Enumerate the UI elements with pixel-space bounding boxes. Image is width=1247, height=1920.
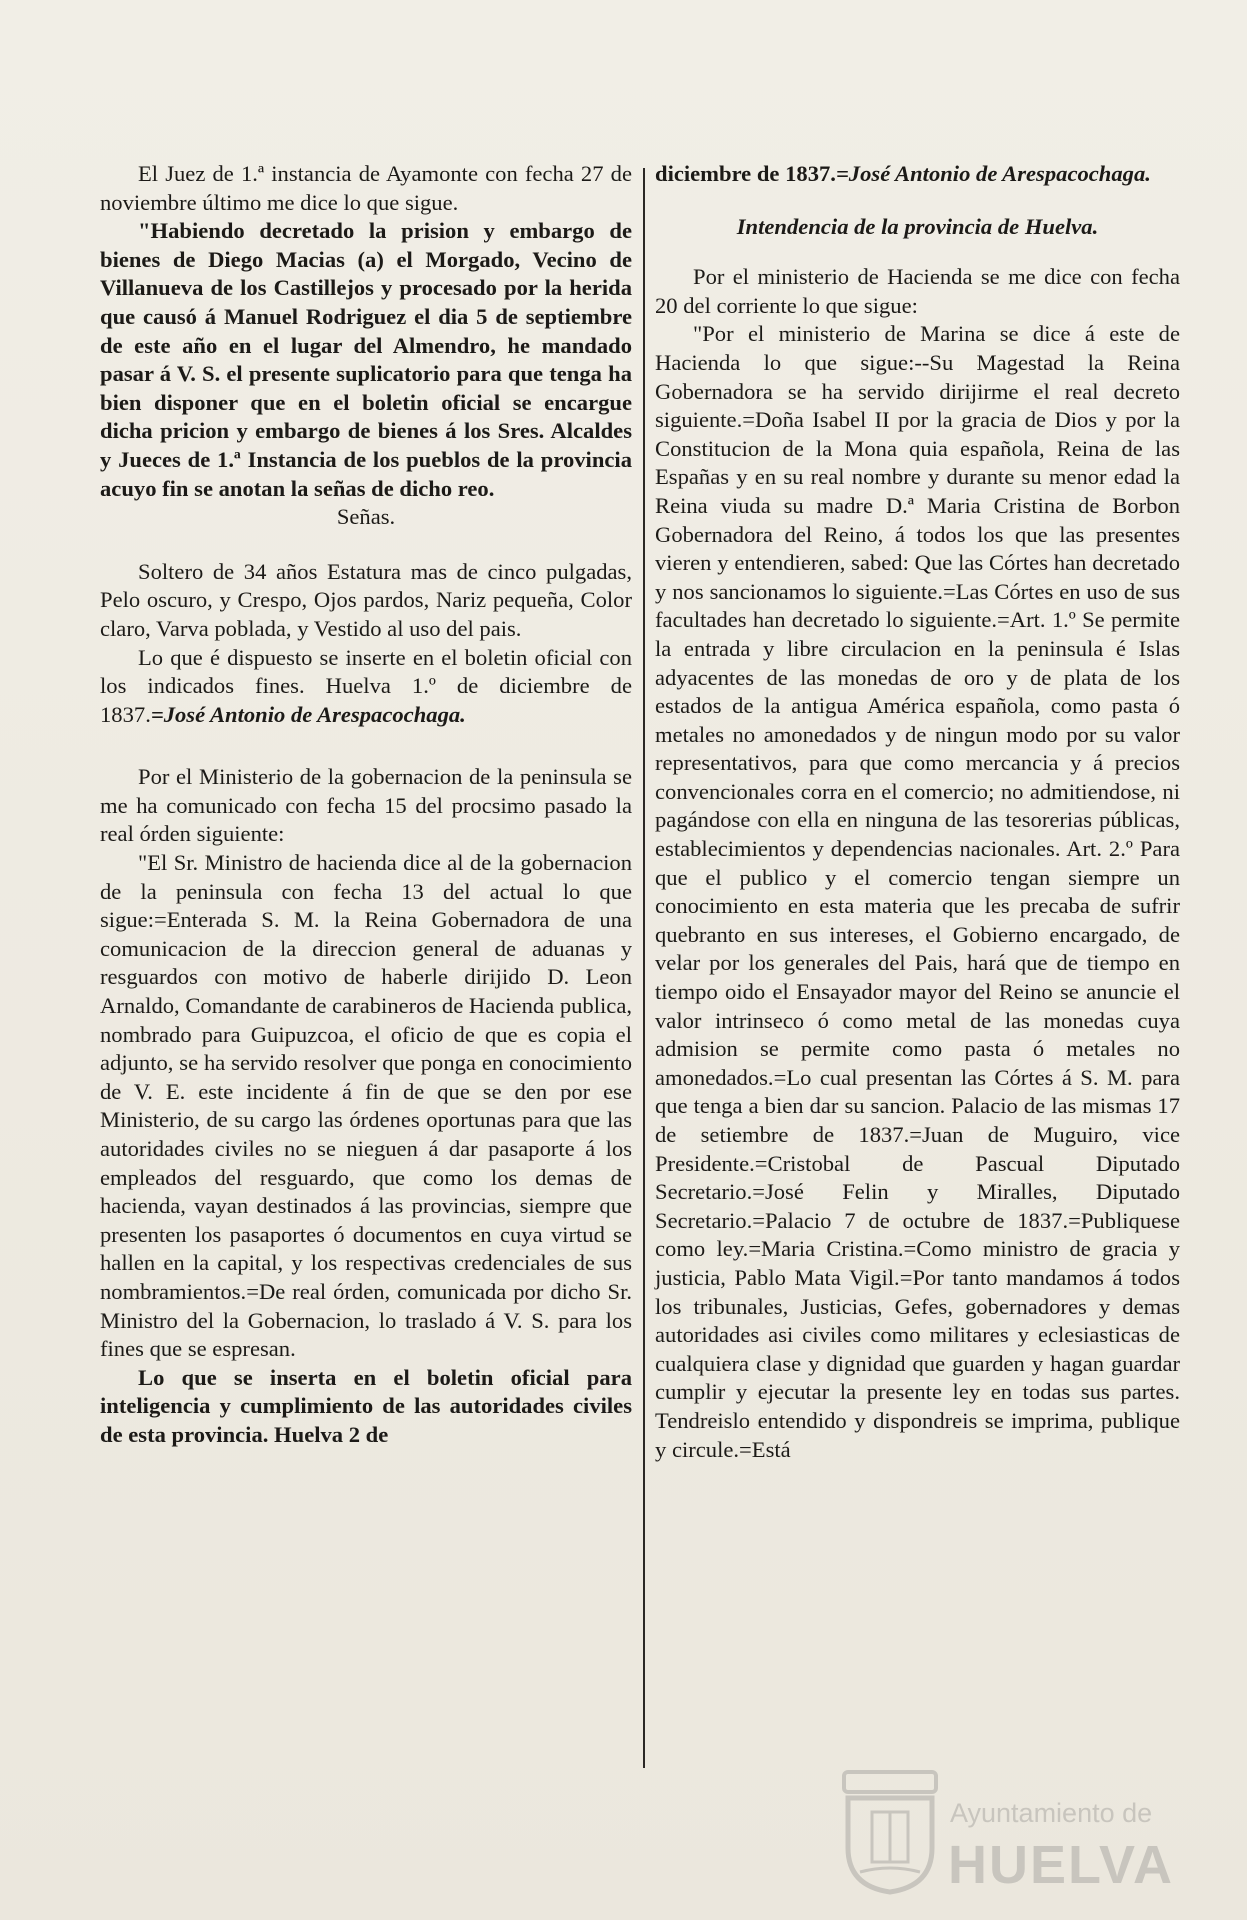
- paragraph-suplicatorio: "Habiendo decretado la prision y embargo de bienes de Diego Macias (a) el Morgado, Vecino de Villanueva de los Castillejos y procesado por la herida que causó á Manuel Rodriguez el dia 5 de septiembre de este año en el lugar del Almendro, he mandado pasar á V. S. el presente suplicatorio para que tenga ha bien disponer que en el boletin oficial se encargue dicha pricion y embargo de bienes á los Sres. Alcaldes y Jueces de 1.ª Instancia de los pueblos de la provincia acuyo fin se anotan la señas de dicho reo.: [100, 218, 632, 501]
- watermark-line1: Ayuntamiento de: [950, 1798, 1153, 1828]
- paragraph-inserta: Lo que se inserta en el boletin oficial para inteligencia y cumplimiento de las autoridades civiles de esta provincia. Huelva 2 de: [100, 1364, 632, 1447]
- paragraph-gobernacion: Por el Ministerio de la gobernacion de la peninsula se me ha comunicado con fecha 15 del procsimo pasado la real órden siguiente:: [100, 764, 632, 847]
- section-heading-intendencia: Intendencia de la provincia de Huelva.: [736, 213, 1099, 239]
- watermark-logo: [840, 1768, 1174, 1898]
- paragraph-dispuesto-text: Lo que é dispuesto se inserte en el boletin oficial con los indicados fines. Huelva 1.º de diciembre de 1837.: [100, 644, 632, 727]
- senas-heading: Señas.: [336, 504, 396, 530]
- paragraph-senas: Soltero de 34 años Estatura mas de cinco pulgadas, Pelo oscuro, y Crespo, Ojos pardos, Nariz pequeña, Color claro, Varva poblada, y Vestido al uso del pais.: [100, 558, 632, 641]
- watermark-line2: HUELVA: [948, 1835, 1174, 1895]
- left-column: [100, 160, 632, 1450]
- paragraph-real-decreto: "Por el ministerio de Marina se dice á este de Hacienda lo que sigue:--Su Magestad la Reina Gobernadora se ha servido dirijirme el real decreto siguiente.=Doña Isabel II por la gracia de Dios y por la Constitucion de la Mona quia española, Reina de las Españas y en su real nombre y durante su menor edad la Reina viuda su madre D.ª Maria Cristina de Borbon Gobernadora del Reino, á todos los que las presentes vieren y entendieren, sabed: Que las Córtes han decretado y nos sancionamos lo siguiente.=Las Córtes en uso de sus facultades han decretado lo siguiente.=Art. 1.º Se permite la entrada y libre circulacion en la peninsula é Islas adyacentes de las monedas de oro y de plata de los estados de la antigua América española, como pasta ó metales no amonedados y de ningun modo por su valor representativos, para que como mercancia y á precios convencionales corra en el comercio; no admitiendose, ni pagándose con ella en ninguna de las tesorerias públicas, establecimientos y dependencias nacionales. Art. 2.º Para que el publico y el comercio tengan siempre un conocimiento en esta materia que les precaba de sufrir quebranto en sus intereses, el Gobierno encargado, de velar por los generales del Pais, hará que de tiempo en tiempo oido el Ensayador mayor del Reino se anuncie el valor intrinseco ó como metal de las monedas cuya admision se permite como pasta ó metales no amonedados.=Lo cual presentan las Córtes á S. M. para que tenga a bien dar su sancion. Palacio de las mismas 17 de setiembre de 1837.=Juan de Muguiro, vice Presidente.=Cristobal de Pascual Diputado Secretario.=José Felin y Miralles, Diputado Secretario.=Palacio 7 de octubre de 1837.=Publiquese como ley.=Maria Cristina.=Como ministro de gracia y justicia, Pablo Mata Vigil.=Por tanto mandamos á todos los tribunales, Justicias, Gefes, gobernadores y demas autoridades asi civiles como militares y eclesiasticas de cualquiera clase y dignidad que guarden y hagan guardar cumplir y ejecutar la presente ley en todas sus partes. Tendreislo entendido y dispondreis se imprima, publique y circule.=Está: [655, 321, 1180, 1462]
- shield-icon: [840, 1768, 940, 1896]
- paragraph-juez-ayamonte: El Juez de 1.ª instancia de Ayamonte con fecha 27 de noviembre último me dice lo que sigue.: [100, 161, 632, 215]
- paragraph-dispuesto: [100, 644, 632, 730]
- right-column: [655, 160, 1180, 1464]
- paragraph-ministerio-hacienda: Por el ministerio de Hacienda se me dice con fecha 20 del corriente lo que sigue:: [655, 264, 1180, 318]
- signature-arespacochaga: =José Antonio de Arespacochaga.: [150, 701, 466, 727]
- paragraph-ministro-hacienda: "El Sr. Ministro de hacienda dice al de la gobernacion de la peninsula con fecha 13 del actual lo que sigue:=Enterada S. M. la Reina Gobernadora de una comunicacion de la direccion general de aduanas y resguardos con motivo de haberle dirijido D. Leon Arnaldo, Comandante de carabineros de Hacienda publica, nombrado para Guipuzcoa, el oficio de que es copia el adjunto, se ha servido resolver que ponga en conocimiento de V. E. este incidente á fin de que se den por ese Ministerio, de su cargo las órdenes oportunas para que las autoridades civiles no se nieguen á dar pasaporte á los empleados del resguardo, que como los demas de hacienda, vayan destinados á las provincias, siempre que presenten los pasaportes ó documentos en cuya virtud se hallen en la capital, y los respectivas credenciales de sus nombramientos.=De real órden, comunicada por dicho Sr. Ministro del la Gobernacion, lo traslado á V. S. para los fines que se espresan.: [100, 850, 632, 1362]
- column-divider: [643, 168, 645, 1768]
- paragraph-fecha-text: diciembre de 1837.: [655, 161, 836, 186]
- signature-arespacochaga-2: =José Antonio de Arespacochaga.: [835, 161, 1151, 186]
- paragraph-fecha-continuacion: [655, 160, 1180, 189]
